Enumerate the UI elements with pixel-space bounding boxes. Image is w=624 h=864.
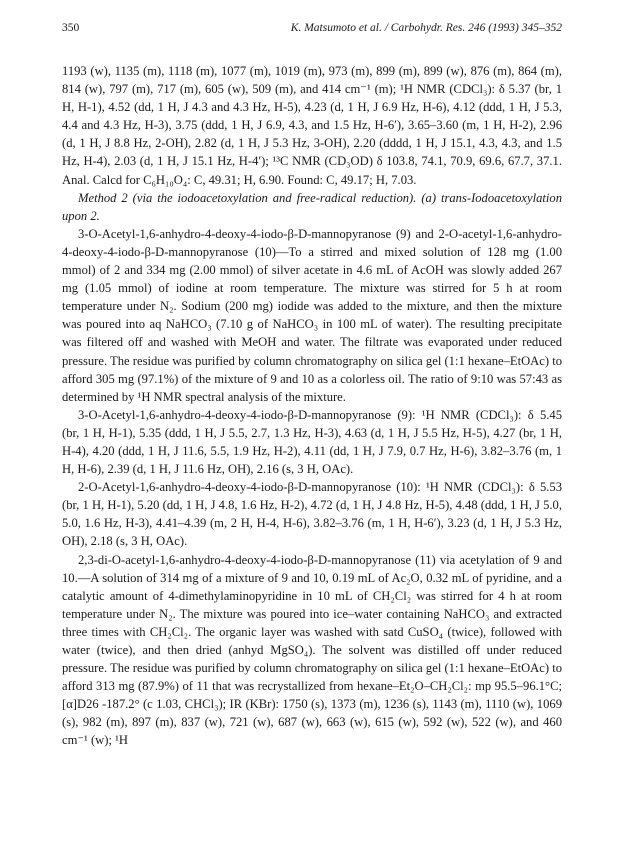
method-heading: Method 2 (via the iodoacetoxylation and free-radical reduction). (a) trans-Iodoacetoxylation upon 2. <box>62 190 562 223</box>
paragraph: 2,3-di-O-acetyl-1,6-anhydro-4-deoxy-4-iodo-β-D-mannopyranose (11) via acetylation of 9 and 10.—A solution of 314 mg of a mixture of 9 and 10, 0.19 mL of Ac₂O, 0.32 mL of pyridine, and a catalytic amount of 4-dimethylaminopyridine in 10 mL of CH₂Cl₂ was stirred for 4 h at room temperature under N₂. The mixture was poured into ice–water containing NaHCO₃ and extracted three times with CH₂Cl₂. The organic layer was washed with satd CuSO₄ (twice), followed with water (twice), and then dried (anhyd MgSO₄). The solvent was distilled off under reduced pressure. The residue was purified by column chromatography on silica gel (1:1 hexane–EtOAc) to afford 313 mg (87.9%) of 11 that was recrystallized from hexane–Et₂O–CH₂Cl₂: mp 95.5–96.1°C; [α]D26 -187.2° (c 1.03, CHCl₃); IR (KBr): 1750 (s), 1373 (m), 1236 (s), 1143 (m), 1110 (w), 1069 (s), 982 (m), 897 (m), 837 (w), 721 (w), 687 (w), 663 (w), 615 (w), 592 (w), 522 (w), and 460 cm⁻¹ (w); ¹H <box>62 552 562 748</box>
page-number: 350 <box>62 22 80 34</box>
paragraph: 1193 (w), 1135 (m), 1118 (m), 1077 (m), 1019 (m), 973 (m), 899 (m), 899 (w), 876 (m), 864 (m), 814 (w), 797 (m), 717 (m), 605 (w), 509 (m), and 414 cm⁻¹ (m); ¹H NMR (CDCl₃): δ 5.37 (br, 1 H, H-1), 4.52 (dd, 1 H, J 4.3 and 4.3 Hz, H-5), 4.23 (d, 1 H, J 6.9 Hz, H-6), 4.12 (ddd, 1 H, J 5.3, 4.4 and 4.3 Hz, H-3), 3.75 (ddd, 1 H, J 6.9, 4.3, and 1.5 Hz, H-6′), 3.65–3.60 (m, 1 H, H-2), 2.96 (d, 1 H, J 8.8 Hz, 2-OH), 2.82 (d, 1 H, J 5.3 Hz, 3-OH), 2.20 (dddd, 1 H, J 15.1, 4.3, 4.3, and 1.5 Hz, H-4), 2.03 (d, 1 H, J 15.1 Hz, H-4′); ¹³C NMR (CD₃OD) δ 103.8, 74.1, 70.9, 69.6, 67.7, 37.1. Anal. Calcd for C₆H₁₀O₄: C, 49.31; H, 6.90. Found: C, 49.17; H, 7.03. <box>62 64 562 187</box>
article-body <box>62 62 562 750</box>
paragraph: 2-O-Acetyl-1,6-anhydro-4-deoxy-4-iodo-β-D-mannopyranose (10): ¹H NMR (CDCl₃): δ 5.53 (br, 1 H, H-1), 5.20 (dd, 1 H, J 4.8, 1.6 Hz, H-2), 4.72 (d, 1 H, J 4.8 Hz, H-5), 4.48 (ddd, 1 H, J 5.0, 5.0, 1.6 Hz, H-3), 4.41–4.39 (m, 2 H, H-4, H-6), 3.82–3.76 (m, 1 H, H-6′), 3.23 (d, 1 H, J 5.3 Hz, OH), 2.18 (s, 3 H, OAc). <box>62 480 562 549</box>
page-header <box>62 22 562 40</box>
running-head: K. Matsumoto et al. / Carbohydr. Res. 246 (1993) 345–352 <box>290 22 562 34</box>
paragraph: 3-O-Acetyl-1,6-anhydro-4-deoxy-4-iodo-β-D-mannopyranose (9): ¹H NMR (CDCl₃): δ 5.45 (br, 1 H, H-1), 5.35 (ddd, 1 H, J 5.5, 2.7, 1.3 Hz, H-3), 4.63 (d, 1 H, J 5.5 Hz, H-5), 4.27 (br, 1 H, H-4), 4.20 (ddd, 1 H, J 11.6, 5.5, 1.9 Hz, H-2), 4.11 (dd, 1 H, J 7.9, 0.7 Hz, H-6), 3.82–3.76 (m, 1 H, H-6), 2.39 (d, 1 H, J 11.6 Hz, OH), 2.16 (s, 3 H, OAc). <box>62 407 562 477</box>
paragraph: 3-O-Acetyl-1,6-anhydro-4-deoxy-4-iodo-β-D-mannopyranose (9) and 2-O-acetyl-1,6-anhydro-4-deoxy-4-iodo-β-D-mannopyranose (10)—To a stirred and mixed solution of 128 mg (1.00 mmol) of 2 and 334 mg (2.00 mmol) of silver acetate in 4.6 mL of AcOH was slowly added 267 mg (1.05 mmol) of iodine at room temperature. The mixture was stirred for 5 h at room temperature under N₂. Sodium (200 mg) iodide was added to the mixture, and then the mixture was poured into aq NaHCO₃ (7.10 g of NaHCO₃ in 100 mL of water). The resulting precipitate was filtered off and washed with MeOH and water. The filtrate was evaporated under reduced pressure. The residue was purified by column chromatography on silica gel (1:1 hexane–EtOAc) to afford 305 mg (97.1%) of the mixture of 9 and 10 as a colorless oil. The ratio of 9:10 was 57:43 as determined by ¹H NMR spectral analysis of the mixture. <box>62 226 562 404</box>
